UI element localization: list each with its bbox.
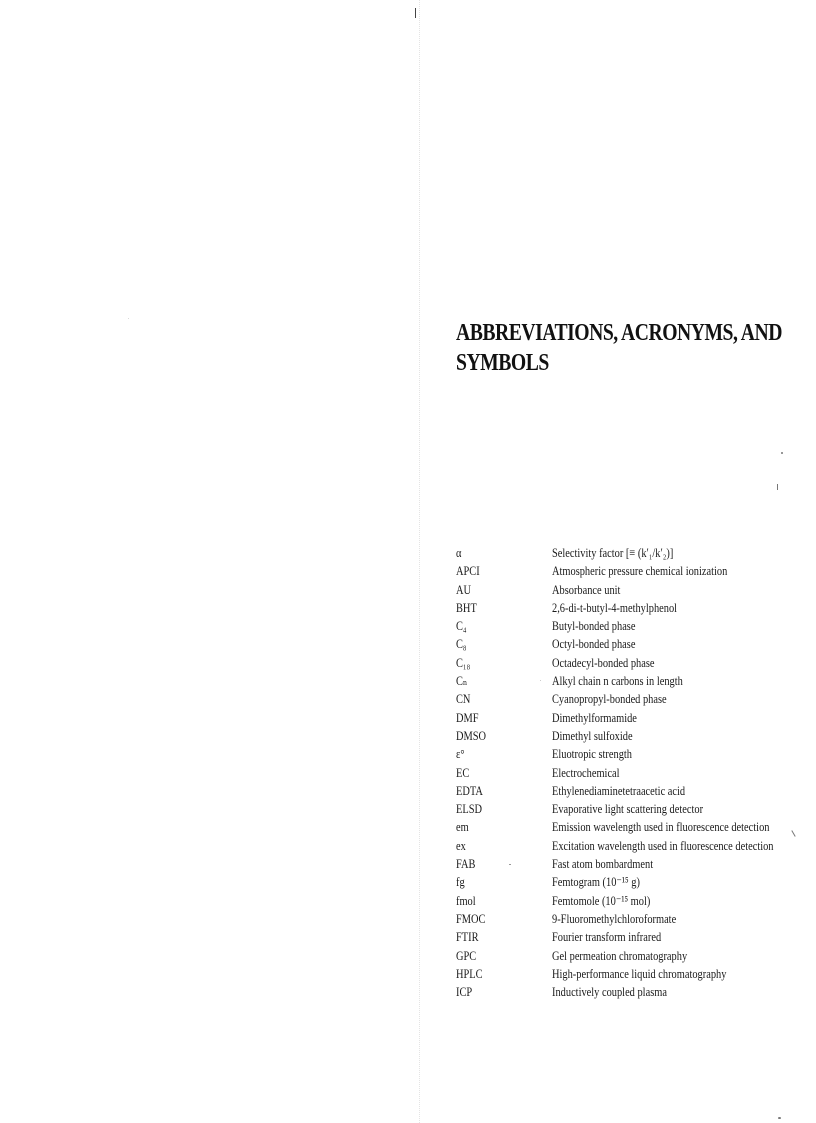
abbreviation-row xyxy=(456,691,796,709)
abbreviation-row xyxy=(456,728,796,746)
abbreviation-row xyxy=(456,582,796,600)
abbreviation-definition: 9-Fluoromethylchloroformate xyxy=(552,910,677,926)
abbreviation-term: ICP xyxy=(456,984,473,1000)
abbreviation-row xyxy=(456,911,796,929)
scan-speck xyxy=(777,484,778,490)
abbreviation-term: DMF xyxy=(456,709,479,725)
abbreviation-term: CN xyxy=(456,691,471,707)
abbreviation-term: em xyxy=(456,819,469,835)
abbreviation-term: FTIR xyxy=(456,929,479,945)
abbreviation-term: FAB xyxy=(456,856,476,872)
abbreviation-term: BHT xyxy=(456,599,477,615)
abbreviation-term: EC xyxy=(456,764,470,780)
abbreviation-row xyxy=(456,838,796,856)
page-fold-line xyxy=(419,0,420,1123)
page-title-line-2: SYMBOLS xyxy=(456,350,549,376)
abbreviation-definition: Emission wavelength used in fluorescence detection xyxy=(552,819,770,835)
abbreviation-definition: Electrochemical xyxy=(552,764,620,780)
abbreviation-term: HPLC xyxy=(456,965,483,981)
abbreviation-definition: Octyl-bonded phase xyxy=(552,636,636,652)
abbreviation-definition: Inductively coupled plasma xyxy=(552,984,667,1000)
abbreviation-definition: Absorbance unit xyxy=(552,581,621,597)
scan-speck xyxy=(509,864,511,865)
abbreviation-definition: Alkyl chain n carbons in length xyxy=(552,673,683,689)
abbreviation-definition: Evaporative light scattering detector xyxy=(552,801,704,817)
abbreviation-row xyxy=(456,874,796,892)
abbreviation-definition: 2,6-di-t-butyl-4-methylphenol xyxy=(552,599,678,615)
abbreviation-row xyxy=(456,600,796,618)
abbreviation-definition: High-performance liquid chromatography xyxy=(552,965,727,981)
abbreviation-term: AU xyxy=(456,581,472,597)
abbreviation-row xyxy=(456,929,796,947)
abbreviation-definition: Atmospheric pressure chemical ionization xyxy=(552,563,728,579)
abbreviation-definition: Femtomole (10⁻¹⁵ mol) xyxy=(552,892,651,908)
abbreviation-row xyxy=(456,819,796,837)
abbreviation-definition: Excitation wavelength used in fluorescence detection xyxy=(552,837,774,853)
abbreviation-term: C₈ xyxy=(456,636,467,652)
abbreviation-row xyxy=(456,563,796,581)
abbreviation-row xyxy=(456,856,796,874)
scan-speck xyxy=(540,680,541,681)
page-title xyxy=(456,318,782,378)
page-title-line-1: ABBREVIATIONS, ACRONYMS, AND xyxy=(456,320,782,346)
abbreviation-term: DMSO xyxy=(456,727,487,743)
abbreviation-term: Cₙ xyxy=(456,673,468,689)
abbreviation-row xyxy=(456,801,796,819)
abbreviation-term: fg xyxy=(456,874,465,890)
abbreviation-definition: Dimethylformamide xyxy=(552,709,637,725)
abbreviation-term: ELSD xyxy=(456,801,482,817)
abbreviation-row xyxy=(456,966,796,984)
abbreviation-term: C₁₈ xyxy=(456,654,471,670)
abbreviation-row xyxy=(456,893,796,911)
abbreviation-definition: Fourier transform infrared xyxy=(552,929,662,945)
abbreviation-row xyxy=(456,545,796,563)
abbreviation-term: C₄ xyxy=(456,618,467,634)
abbreviation-definition: Fast atom bombardment xyxy=(552,856,654,872)
abbreviation-term: ex xyxy=(456,837,466,853)
abbreviation-term: ε° xyxy=(456,746,465,762)
abbreviation-definition: Dimethyl sulfoxide xyxy=(552,727,633,743)
abbreviation-definition: Gel permeation chromatography xyxy=(552,947,688,963)
abbreviation-row xyxy=(456,746,796,764)
abbreviation-term: α xyxy=(456,545,462,560)
scan-speck xyxy=(128,318,129,319)
abbreviation-row xyxy=(456,765,796,783)
abbreviation-term: EDTA xyxy=(456,782,483,798)
abbreviation-row xyxy=(456,636,796,654)
scan-speck xyxy=(415,8,416,18)
abbreviation-row xyxy=(456,984,796,1002)
abbreviation-definition: Eluotropic strength xyxy=(552,746,633,762)
abbreviation-definition: Butyl-bonded phase xyxy=(552,618,636,634)
abbreviation-definition: Femtogram (10⁻¹⁵ g) xyxy=(552,874,640,890)
abbreviation-definition: Ethylenediaminetetraacetic acid xyxy=(552,782,686,798)
abbreviation-term: GPC xyxy=(456,947,477,963)
abbreviation-list xyxy=(456,545,796,1002)
abbreviation-term: FMOC xyxy=(456,910,486,926)
abbreviation-row xyxy=(456,948,796,966)
abbreviation-definition: Selectivity factor [≡ (k′₁/k′₂)] xyxy=(552,545,674,560)
abbreviation-definition: Cyanopropyl-bonded phase xyxy=(552,691,667,707)
abbreviation-definition: Octadecyl-bonded phase xyxy=(552,654,655,670)
abbreviation-row xyxy=(456,710,796,728)
scan-speck xyxy=(781,452,783,454)
abbreviation-row xyxy=(456,673,796,691)
abbreviation-row xyxy=(456,618,796,636)
abbreviation-row xyxy=(456,655,796,673)
abbreviation-term: fmol xyxy=(456,892,476,908)
scan-speck xyxy=(778,1117,781,1119)
abbreviation-term: APCI xyxy=(456,563,480,579)
abbreviation-row xyxy=(456,783,796,801)
